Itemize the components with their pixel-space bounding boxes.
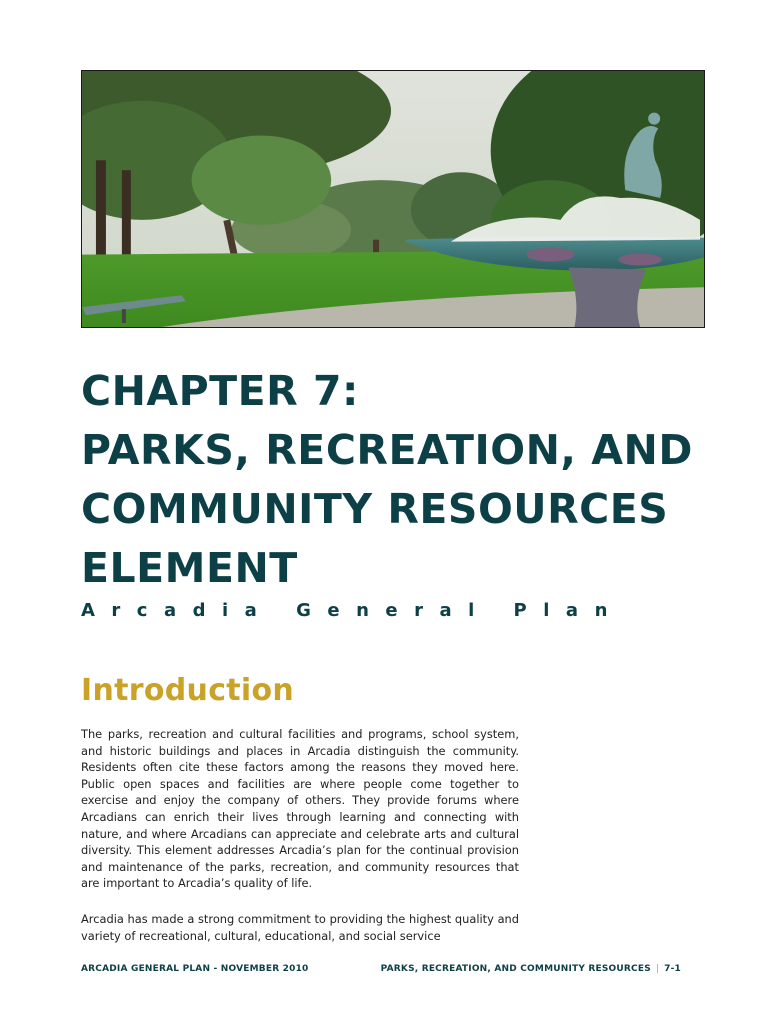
footer-section-name: PARKS, RECREATION, AND COMMUNITY RESOURCES xyxy=(380,964,651,974)
chapter-title-line-3: COMMUNITY RESOURCES xyxy=(81,485,669,533)
introduction-paragraph-1: The parks, recreation and cultural facilities and programs, school system, and historic buildings and places in Arcadia distinguish the community. Residents often cite these factors among the reasons they moved here. Public open spaces and facilities are where people come together to exercise and enjoy the company of others. They provide forums where Arcadians can enrich their lives through learning and connecting with nature, and where Arcadians can appreciate and celebrate arts and cultural diversity. This element addresses Arcadia’s plan for the continual provision and maintenance of the parks, recreation, and community resources that are important to Arcadia’s quality of life. xyxy=(81,727,519,891)
introduction-heading: Introduction xyxy=(81,673,295,708)
document-subtitle: Arcadia General Plan xyxy=(81,600,624,621)
chapter-title xyxy=(81,362,721,598)
chapter-title-line-4: ELEMENT xyxy=(81,544,298,592)
introduction-paragraph-2: Arcadia has made a strong commitment to providing the highest quality and variety of recreational, cultural, educational, and social service xyxy=(81,912,519,943)
chapter-title-line-2: PARKS, RECREATION, AND xyxy=(81,426,693,474)
footer-section-label xyxy=(381,964,681,974)
footer-separator: | xyxy=(655,964,660,974)
footer-document-label: ARCADIA GENERAL PLAN - NOVEMBER 2010 xyxy=(81,964,309,974)
park-fountain-photo xyxy=(81,70,705,328)
park-scene-illustration xyxy=(82,71,704,327)
chapter-title-line-1: CHAPTER 7: xyxy=(81,367,359,415)
page-number: 7-1 xyxy=(664,964,681,974)
